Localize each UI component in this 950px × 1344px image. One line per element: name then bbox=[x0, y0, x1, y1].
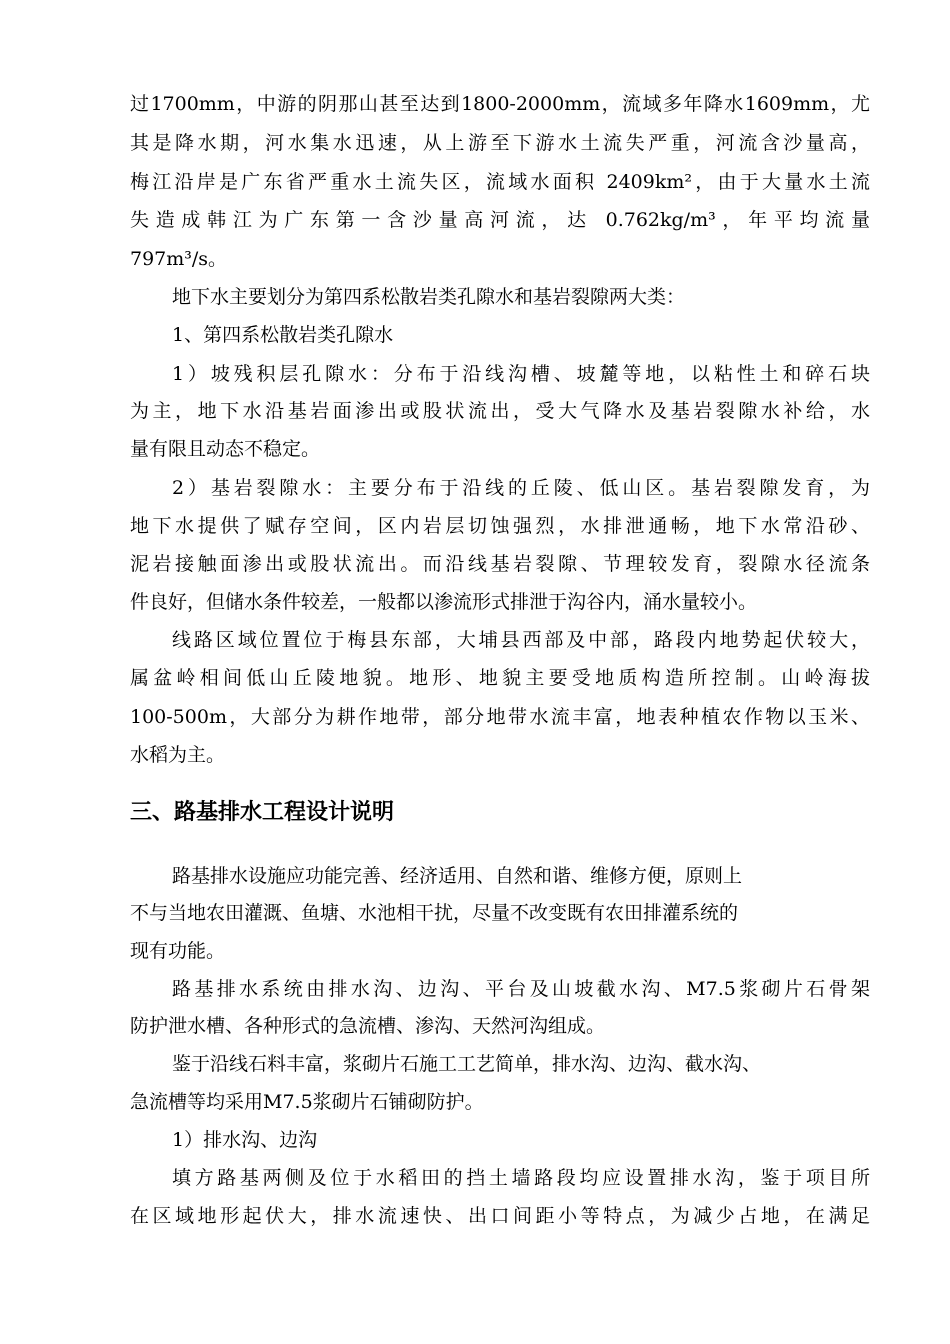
text-line: 过1700mm，中游的阴那山甚至达到1800-2000mm，流域多年降水1609mm，尤 bbox=[130, 93, 870, 115]
text-line: 797m³/s。 bbox=[130, 248, 228, 270]
section-heading: 三、路基排水工程设计说明 bbox=[130, 800, 395, 825]
text-line: 地下水主要划分为第四系松散岩类孔隙水和基岩裂隙两大类： bbox=[172, 286, 686, 308]
text-line: 路基排水系统由排水沟、边沟、平台及山坡截水沟、M7.5浆砌片石骨架 bbox=[172, 978, 870, 1000]
list-heading: 1、第四系松散岩类孔隙水 bbox=[172, 324, 394, 346]
text-line: 失造成韩江为广东第一含沙量高河流，达 0.762kg/m³，年平均流量 bbox=[130, 209, 870, 231]
text-line: 急流槽等均采用M7.5浆砌片石铺砌防护。 bbox=[130, 1091, 484, 1113]
text-line: 其是降水期，河水集水迅速，从上游至下游水土流失严重，河流含沙量高， bbox=[130, 132, 870, 154]
text-line: 路基排水设施应功能完善、经济适用、自然和谐、维修方便，原则上 bbox=[172, 865, 743, 887]
text-line: 现有功能。 bbox=[130, 940, 226, 962]
text-line: 线路区域位置位于梅县东部，大埔县西部及中部，路段内地势起伏较大， bbox=[172, 629, 870, 651]
text-line: 不与当地农田灌溉、鱼塘、水池相干扰，尽量不改变既有农田排灌系统的 bbox=[130, 902, 739, 924]
text-line: 属盆岭相间低山丘陵地貌。地形、地貌主要受地质构造所控制。山岭海拔 bbox=[130, 667, 870, 689]
text-line: 件良好，但储水条件较差，一般都以渗流形式排泄于沟谷内，涌水量较小。 bbox=[130, 591, 758, 613]
text-line: 为主，地下水沿基岩面渗出或股状流出，受大气降水及基岩裂隙水补给，水 bbox=[130, 400, 870, 422]
text-line: 泥岩接触面渗出或股状流出。而沿线基岩裂隙、节理较发育，裂隙水径流条 bbox=[130, 553, 870, 575]
text-line: 1）坡残积层孔隙水：分布于沿线沟槽、坡麓等地，以粘性土和碎石块 bbox=[172, 363, 870, 385]
text-line: 填方路基两侧及位于水稻田的挡土墙路段均应设置排水沟，鉴于项目所 bbox=[172, 1167, 870, 1189]
text-line: 防护泄水槽、各种形式的急流槽、渗沟、天然河沟组成。 bbox=[130, 1015, 606, 1037]
text-line: 在区域地形起伏大，排水流速快、出口间距小等特点，为减少占地，在满足 bbox=[130, 1205, 870, 1227]
text-line: 地下水提供了赋存空间，区内岩层切蚀强烈，水排泄通畅，地下水常沿砂、 bbox=[130, 515, 870, 537]
text-line: 100-500m，大部分为耕作地带，部分地带水流丰富，地表种植农作物以玉米、 bbox=[130, 706, 870, 728]
list-heading: 1）排水沟、边沟 bbox=[172, 1129, 318, 1151]
text-line: 鉴于沿线石料丰富，浆砌片石施工工艺简单，排水沟、边沟、截水沟、 bbox=[172, 1053, 762, 1075]
text-line: 量有限且动态不稳定。 bbox=[130, 438, 321, 460]
text-line: 水稻为主。 bbox=[130, 744, 226, 766]
text-line: 2）基岩裂隙水：主要分布于沿线的丘陵、低山区。基岩裂隙发育，为 bbox=[172, 477, 870, 499]
text-line: 梅江沿岸是广东省严重水土流失区，流域水面积 2409km²，由于大量水土流 bbox=[130, 171, 870, 193]
